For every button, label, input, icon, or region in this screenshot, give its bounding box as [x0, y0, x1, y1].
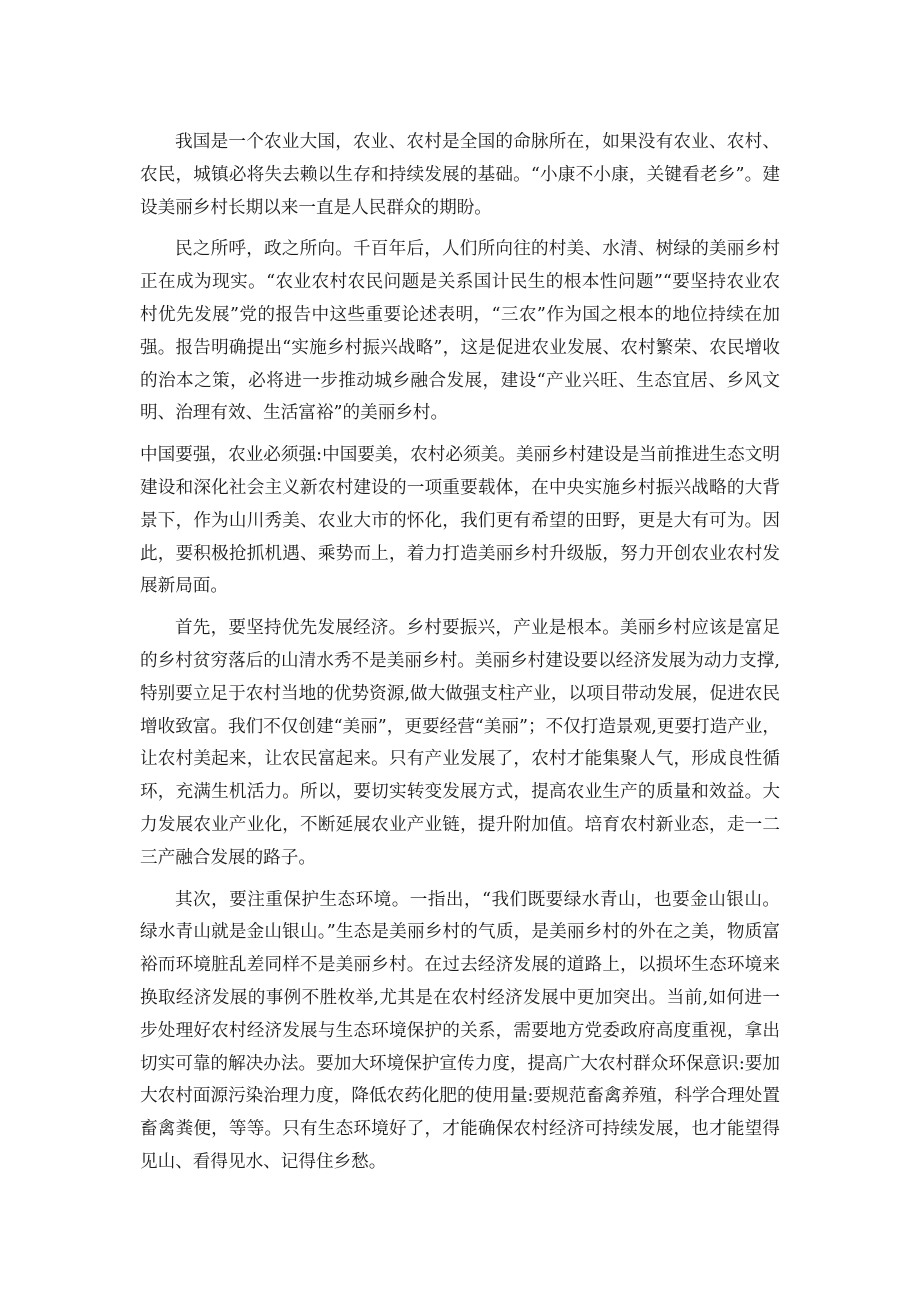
paragraph-4: 首先，要坚持优先发展经济。乡村要振兴，产业是根本。美丽乡村应该是富足的乡村贫穷落后的山清水秀不是美丽乡村。美丽乡村建设要以经济发展为动力支撑,特别要立足于农村当地的优势资源,做大做强支柱产业，以项目带动发展，促进农民增收致富。我们不仅创建“美丽”，更要经营“美丽”；不仅打造景观,更要打造产业，让农村美起来，让农民富起来。只有产业发展了，农村才能集聚人气，形成良性循环，充满生机活力。所以，要切实转变发展方式，提高农业生产的质量和效益。大力发展农业产业化，不断延展农业产业链，提升附加值。培育农村新业态，走一二三产融合发展的路子。: [140, 618, 780, 868]
paragraph-3: 中国要强，农业必须强:中国要美，农村必须美。美丽乡村建设是当前推进生态文明建设和深化社会主义新农村建设的一项重要载体，在中央实施乡村振兴战略的大背景下，作为山川秀美、农业大市的怀化，我们更有希望的田野，更是大有可为。因此，要积极抢抓机遇、乘势而上，着力打造美丽乡村升级版，努力开创农业农村发展新局面。: [140, 445, 780, 597]
document-body: [140, 126, 780, 1179]
paragraph-5: 其次，要注重保护生态环境。一指出，“我们既要绿水青山，也要金山银山。绿水青山就是金山银山。”生态是美丽乡村的气质，是美丽乡村的外在之美，物质富裕而环境脏乱差同样不是美丽乡村。在过去经济发展的道路上，以损坏生态环境来换取经济发展的事例不胜枚举,尤其是在农村经济发展中更加突出。当前,如何进一步处理好农村经济发展与生态环境保护的关系，需要地方党委政府高度重视，拿出切实可靠的解决办法。要加大环境保护宣传力度，提高广大农村群众环保意识:要加大农村面源污染治理力度，降低农药化肥的使用量:要规范畜禽养殖，科学合理处置畜禽粪便，等等。只有生态环境好了，才能确保农村经济可持续发展，也才能望得见山、看得见水、记得住乡愁。: [140, 889, 780, 1172]
paragraph-2: 民之所呼，政之所向。千百年后，人们所向往的村美、水清、树绿的美丽乡村正在成为现实。“农业农村农民问题是关系国计民生的根本性问题”“要坚持农业农村优先发展”党的报告中这些重要论述表明，“三农”作为国之根本的地位持续在加强。报告明确提出“实施乡村振兴战略”，这是促进农业发展、农村繁荣、农民增收的治本之策，必将进一步推动城乡融合发展，建设“产业兴旺、生态宜居、乡风文明、治理有效、生活富裕”的美丽乡村。: [140, 239, 780, 424]
paragraph-1: 我国是一个农业大国，农业、农村是全国的命脉所在，如果没有农业、农村、农民，城镇必将失去赖以生存和持续发展的基础。“小康不小康，关键看老乡”。建设美丽乡村长期以来一直是人民群众的期盼。: [140, 132, 780, 218]
